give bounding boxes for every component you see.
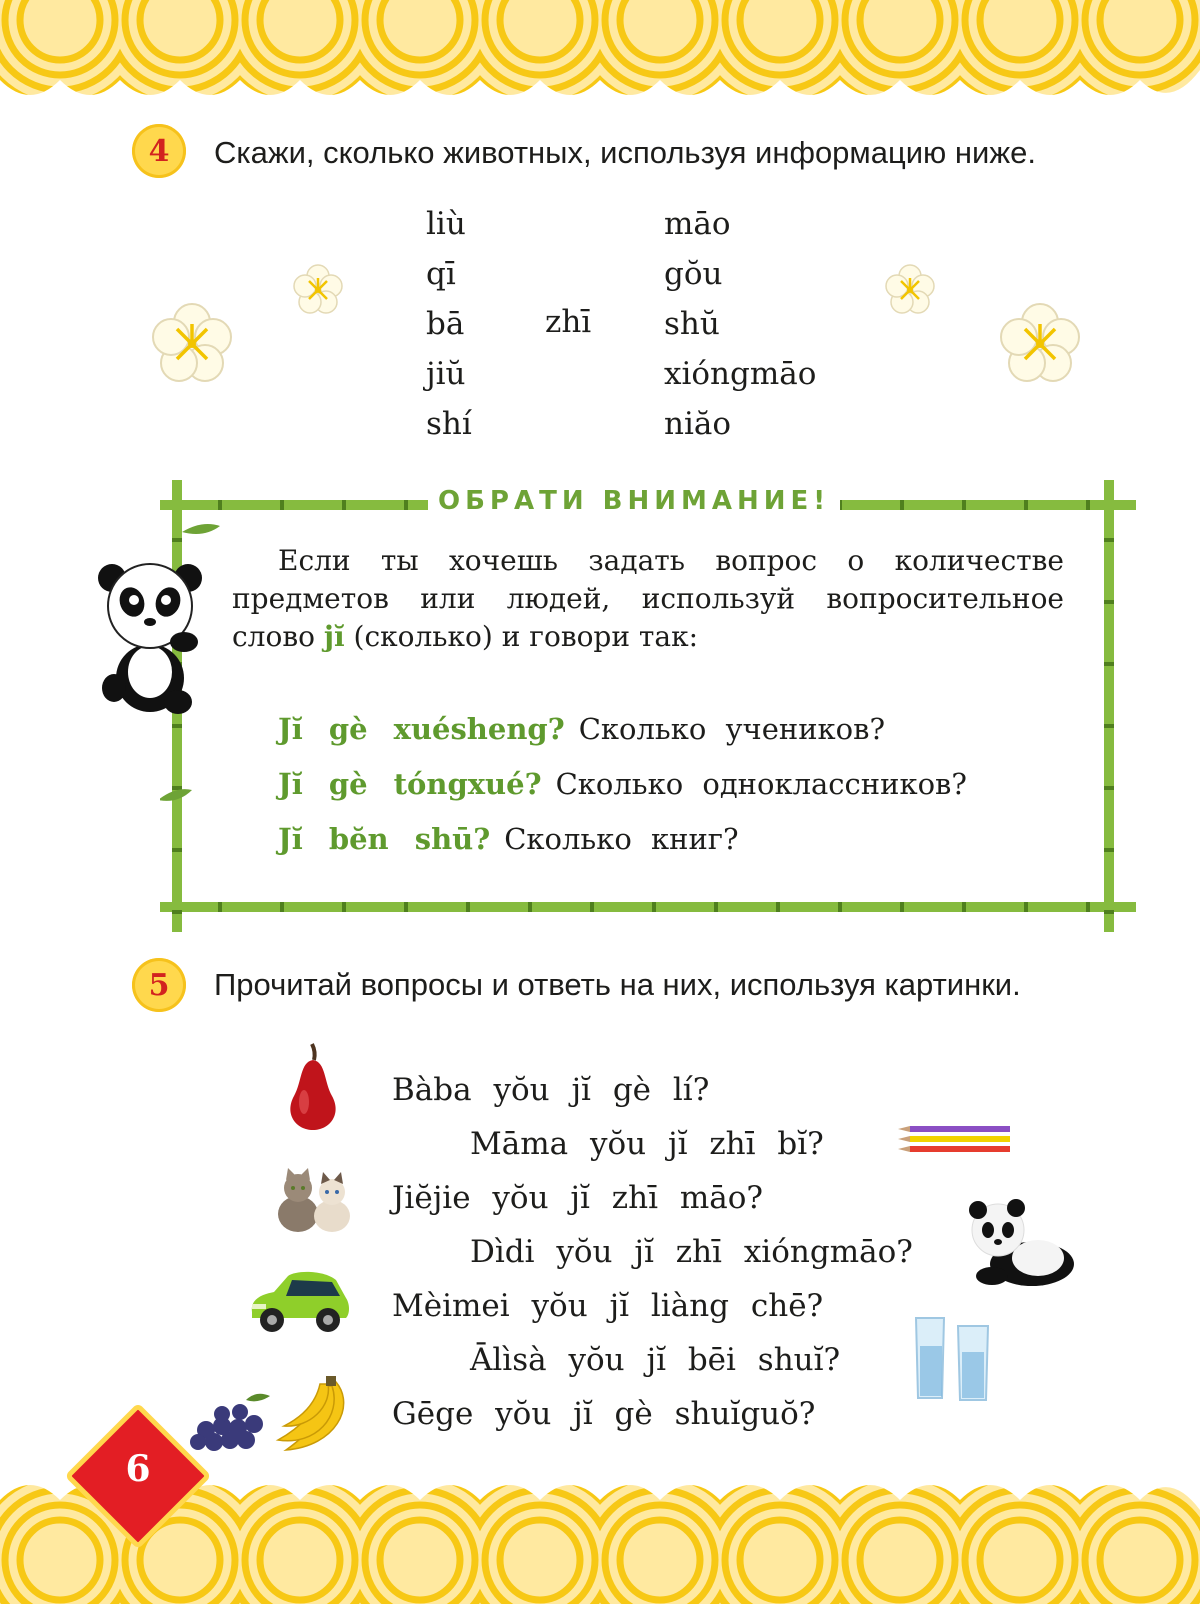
question: Dìdi yŏu jĭ zhī xióngmāo? (470, 1234, 913, 1270)
example-pinyin: Jĭ gè tóngxué? (278, 767, 542, 801)
pear-icon (282, 1040, 344, 1132)
question: Ālìsà yŏu jĭ bēi shuĭ? (470, 1342, 841, 1378)
example-pinyin: Jĭ gè xuésheng? (278, 712, 565, 746)
grapes-and-bananas-icon (186, 1376, 356, 1458)
classifier-word: zhī (545, 304, 592, 340)
animal-word: xióngmāo (664, 356, 817, 392)
example-pinyin: Jĭ bĕn shū? (278, 822, 491, 856)
note-title: ОБРАТИ ВНИМАНИЕ! (428, 486, 840, 516)
number-word: shí (426, 406, 472, 442)
question: Māma yŏu jĭ zhī bĭ? (470, 1126, 824, 1162)
colored-pencils-icon (898, 1120, 1016, 1164)
flower-icon (994, 298, 1086, 390)
panda-mascot-icon (94, 560, 206, 720)
question: Gēge yŏu jĭ gè shuĭguŏ? (392, 1396, 816, 1432)
number-word: liù (426, 206, 466, 242)
note-example (278, 712, 899, 746)
example-translation: Сколько одноклассников? (555, 767, 967, 801)
exercise-4-number: 4 (148, 133, 170, 169)
exercise-4-instruction: Скажи, сколько животных, используя информацию ниже. (214, 135, 1036, 170)
exercise-5-instruction: Прочитай вопросы и ответь на них, используя картинки. (214, 967, 1021, 1002)
glasses-of-water-icon (912, 1312, 992, 1402)
car-icon (244, 1268, 352, 1334)
question: Jiĕjie yŏu jĭ zhī māo? (392, 1180, 764, 1216)
top-wave-decoration (0, 0, 1200, 110)
exercise-5-number: 5 (148, 967, 170, 1003)
cats-icon (272, 1168, 360, 1232)
page-number: 6 (125, 1448, 151, 1490)
note-text-after: (сколько) и говори так: (353, 620, 699, 653)
example-translation: Сколько книг? (504, 822, 739, 856)
example-translation: Сколько учеников? (578, 712, 886, 746)
panda-cub-icon (968, 1196, 1082, 1288)
animal-word: niăo (664, 406, 732, 442)
exercise-5-number-badge (132, 958, 186, 1012)
note-text (232, 542, 1064, 656)
animal-word: gŏu (664, 256, 723, 292)
note-example (278, 767, 981, 801)
exercise-4-number-badge (132, 124, 186, 178)
flower-icon (882, 262, 938, 318)
note-example (278, 822, 753, 856)
question: Bàba yŏu jĭ gè lí? (392, 1072, 710, 1108)
number-word: jiŭ (426, 356, 466, 392)
note-keyword: jĭ (323, 620, 345, 653)
flower-icon (290, 262, 346, 318)
animal-word: māo (664, 206, 731, 242)
flower-icon (146, 298, 238, 390)
note-text-before: Если ты хочешь задать вопрос о количестве предметов или людей, используй вопросительное слово (232, 544, 1064, 653)
number-word: qī (426, 256, 456, 292)
number-word: bā (426, 306, 465, 342)
question: Mèimei yŏu jĭ liàng chē? (392, 1288, 824, 1324)
animal-word: shŭ (664, 306, 720, 342)
